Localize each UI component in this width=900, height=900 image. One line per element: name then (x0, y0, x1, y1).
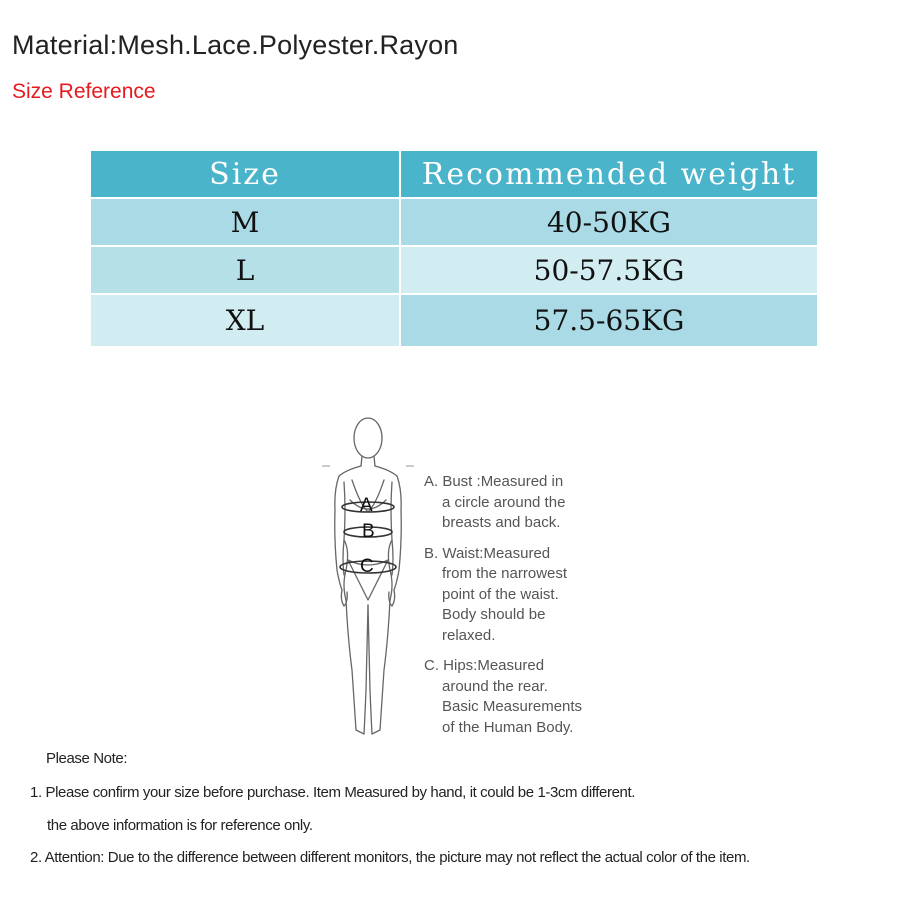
note-line-2: 2. Attention: Due to the difference between different monitors, the picture may not reflect the actual color of the item. (30, 849, 750, 866)
measurement-legend (424, 472, 624, 748)
size-cell: XL (91, 295, 401, 348)
legend-head: C. Hips:Measured (424, 657, 545, 674)
table-row (91, 247, 819, 295)
legend-line: a circle around the (442, 493, 566, 511)
notes-title: Please Note: (46, 750, 128, 767)
legend-line: around the rear. (442, 677, 548, 695)
legend-line: point of the waist. (442, 585, 559, 603)
legend-item-bust (424, 472, 624, 534)
weight-cell: 40-50KG (401, 199, 819, 247)
table-row (91, 295, 819, 348)
marker-a-label: A (360, 495, 373, 516)
legend-head: A. Bust :Measured in (424, 473, 564, 490)
marker-c-label: C (360, 556, 374, 577)
legend-line: relaxed. (442, 626, 496, 644)
marker-b-label: B (362, 521, 375, 542)
legend-line: Basic Measurements (442, 698, 583, 715)
weight-column-header: Recommended weight (401, 151, 819, 199)
size-table-header-row (91, 151, 819, 199)
legend-line: from the narrowest (442, 565, 568, 582)
legend-item-waist (424, 544, 624, 647)
weight-cell: 50-57.5KG (401, 247, 819, 295)
weight-cell: 57.5-65KG (401, 295, 819, 348)
legend-item-hips (424, 656, 624, 738)
note-line-1: 1. Please confirm your size before purchase. Item Measured by hand, it could be 1-3cm different. (30, 784, 635, 801)
legend-line: of the Human Body. (442, 718, 574, 736)
size-table (91, 151, 819, 348)
legend-line: Body should be (442, 606, 546, 623)
material-text: Material:Mesh.Lace.Polyester.Rayon (12, 30, 459, 60)
size-cell: L (91, 247, 401, 295)
size-column-header: Size (91, 151, 401, 199)
legend-line: breasts and back. (442, 514, 561, 531)
legend-head: B. Waist:Measured (424, 544, 551, 562)
table-row (91, 199, 819, 247)
size-reference-heading: Size Reference (12, 80, 156, 103)
size-cell: M (91, 199, 401, 247)
note-line-1-continued: the above information is for reference only. (47, 817, 313, 834)
